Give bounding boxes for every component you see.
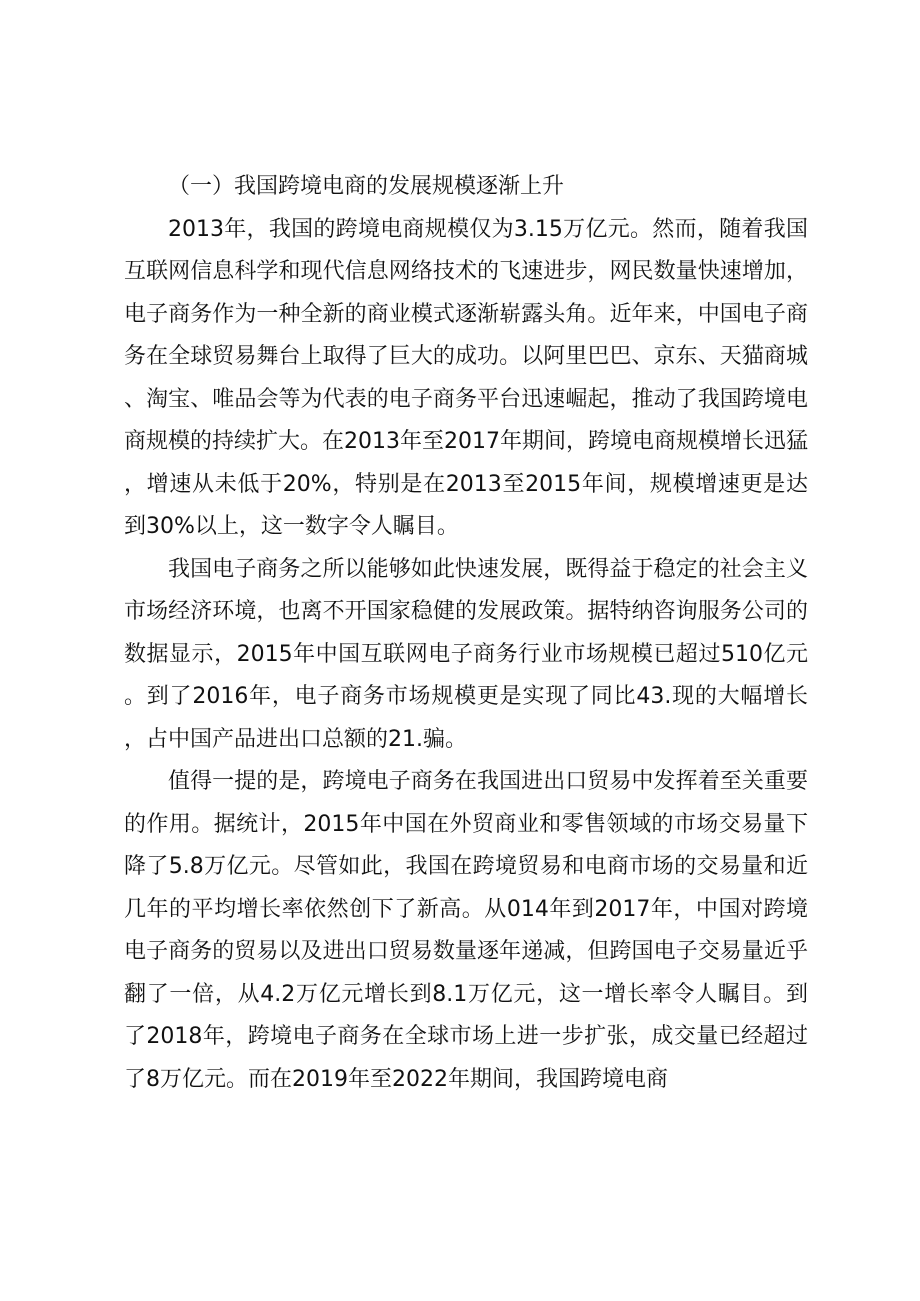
paragraph-3: 值得一提的是，跨境电子商务在我国进出口贸易中发挥着至关重要的作用。据统计，2015年中国在外贸商业和零售领域的市场交易量下降了5.8万亿元。尽管如此，我国在跨境贸易和电商市场的交易量和近几年的平均增长率依然创下了新高。从014年到2017年，中国对跨境电子商务的贸易以及进出口贸易数量逐年递减，但跨国电子交易量近乎翻了一倍，从4.2万亿元增长到8.1万亿元，这一增长率令人瞩目。到了2018年，跨境电子商务在全球市场上进一步扩张，成交量已经超过了8万亿元。而在2019年至2022年期间，我国跨境电商: [124, 769, 808, 1092]
section-heading: （一）我国跨境电商的发展规模逐渐上升: [168, 174, 565, 199]
document-body: [124, 166, 808, 1101]
paragraph-2: 我国电子商务之所以能够如此快速发展，既得益于稳定的社会主义市场经济环境，也离不开国家稳健的发展政策。据特纳咨询服务公司的数据显示，2015年中国互联网电子商务行业市场规模已超过510亿元。到了2016年，电子商务市场规模更是实现了同比43.现的大幅增长，占中国产品进出口总额的21.骗。: [124, 556, 808, 752]
paragraph-1: 2013年，我国的跨境电商规模仅为3.15万亿元。然而，随着我国互联网信息科学和现代信息网络技术的飞速进步，网民数量快速增加，电子商务作为一种全新的商业模式逐渐崭露头角。近年来，中国电子商务在全球贸易舞台上取得了巨大的成功。以阿里巴巴、京东、天猫商城、淘宝、唯品会等为代表的电子商务平台迅速崛起，推动了我国跨境电商规模的持续扩大。在2013年至2017年期间，跨境电商规模增长迅猛，增速从未低于20%，特别是在2013至2015年间，规模增速更是达到30%以上，这一数字令人瞩目。: [124, 216, 808, 539]
